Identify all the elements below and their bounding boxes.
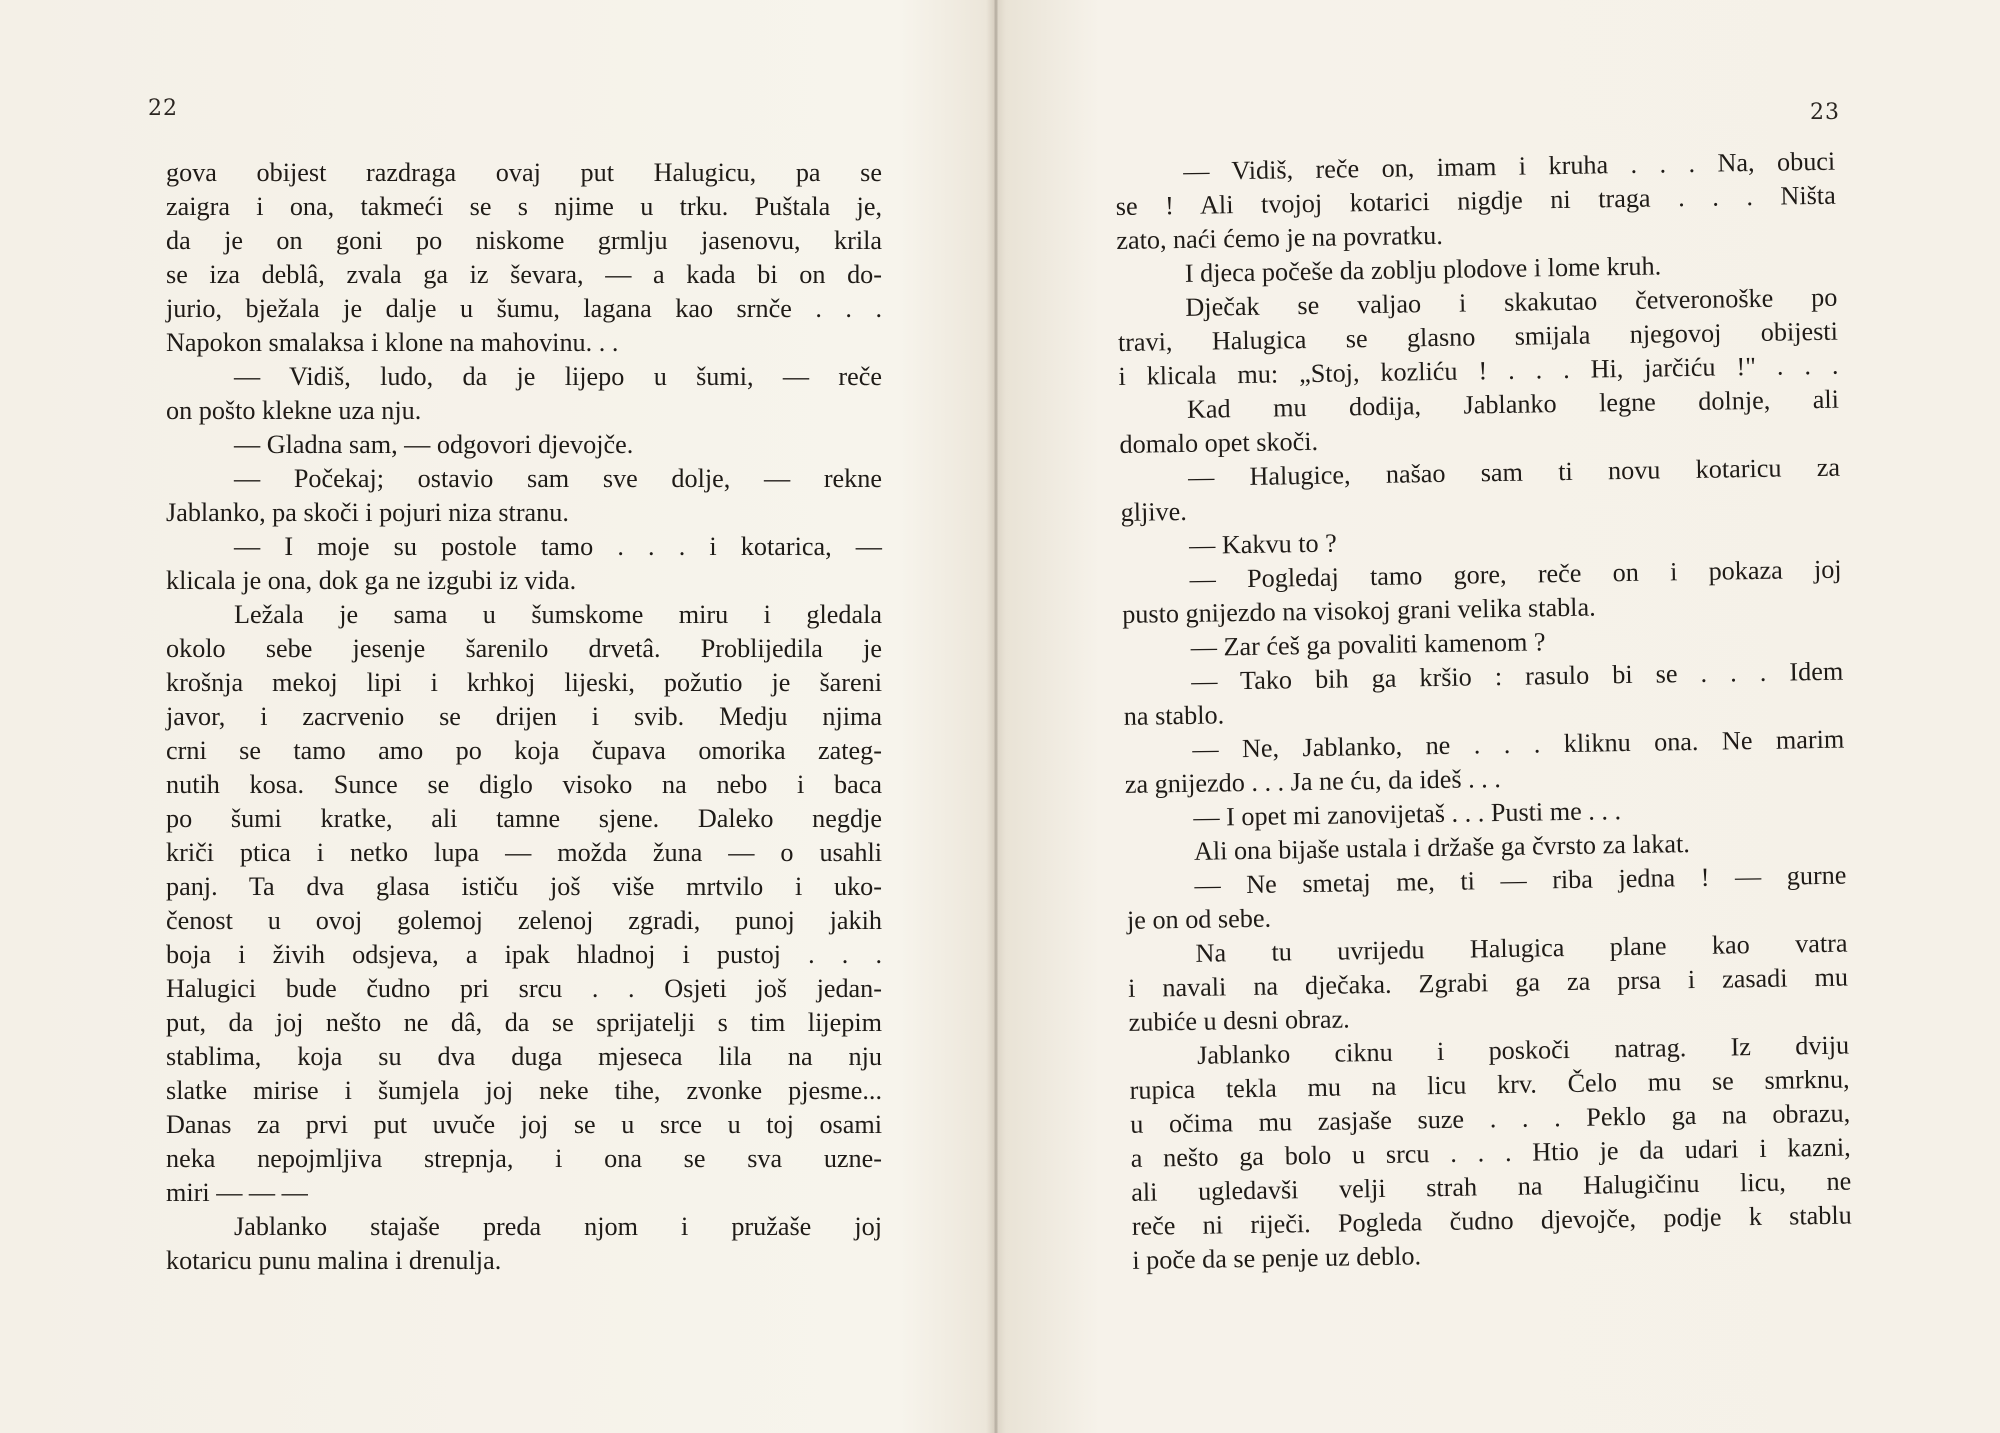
text-line: Napokon smalaksa i klone na mahovinu. . . <box>166 328 619 357</box>
left-page-text <box>166 156 882 1278</box>
text-line: — Vidiš, reče on, imam i kruha . . . Na, obuci <box>1183 146 1836 186</box>
text-line: crni se tamo amo po koja čupava omorika zateg- <box>166 736 882 765</box>
text-line: i navali na dječaka. Zgrabi ga za prsa i zasadi mu <box>1127 962 1849 1003</box>
text-line: — Počekaj; ostavio sam sve dolje, — rekne <box>234 464 882 493</box>
text-line: put, da joj nešto ne dâ, da se sprijatelji s tim lijepim <box>166 1008 882 1037</box>
text-line: travi, Halugica se glasno smijala njegovoj obijesti <box>1117 316 1839 357</box>
text-line: zaigra i ona, takmeći se s njime u trku. Puštala je, <box>166 192 882 221</box>
text-line: Jablanko ciknu i poskoči natrag. Iz dviju <box>1196 1030 1850 1070</box>
text-line: krošnja mekoj lipi i krhkoj lijeski, požutio je šareni <box>166 668 882 697</box>
text-line: klicala je ona, dok ga ne izgubi iz vida. <box>166 566 577 595</box>
text-line: ali ugledavši velji strah na Halugičinu licu, ne <box>1131 1166 1852 1207</box>
text-line: na stablo. <box>1123 700 1225 731</box>
text-line: Kad mu dodija, Jablanko legne dolnje, ali <box>1186 384 1840 424</box>
text-line: — Tako bih ga kršio : rasulo bi se . . . Idem <box>1191 656 1844 696</box>
text-line: Ali ona bijaše ustala i držaše ga čvrsto za lakat. <box>1193 829 1691 866</box>
text-line: Na tu uvrijedu Halugica plane kao vatra <box>1195 928 1848 968</box>
text-line: pusto gnijezdo na visokoj grani velika stabla. <box>1121 592 1596 629</box>
text-line: — Vidiš, ludo, da je lijepo u šumi, — reče <box>234 362 882 391</box>
text-line: Jablanko stajaše preda njom i pružaše joj <box>234 1212 882 1241</box>
text-line: kotaricu punu malina i drenulja. <box>166 1246 502 1275</box>
right-page <box>998 0 2000 1433</box>
text-line: i klicala mu: „Stoj, kozliću ! . . . Hi, jarčiću !" . . . <box>1118 350 1839 391</box>
text-line: rupica tekla mu na licu krv. Čelo mu se smrknu, <box>1129 1064 1850 1105</box>
text-line: — Gladna sam, — odgovori djevojče. <box>234 430 634 459</box>
text-line: — Zar ćeš ga povaliti kamenom ? <box>1190 627 1546 662</box>
text-line: čenost u ovoj golemoj zelenoj zgradi, punoj jakih <box>166 906 882 935</box>
text-line: nutih kosa. Sunce se diglo visoko na nebo i baca <box>166 770 882 799</box>
text-line: stablima, koja su dva duga mjeseca lila na nju <box>166 1042 882 1071</box>
right-page-text <box>1115 145 1853 1278</box>
left-page <box>0 0 994 1433</box>
text-line: okolo sebe jesenje šarenilo drvetâ. Problijedila je <box>166 634 882 663</box>
text-line: — Pogledaj tamo gore, reče on i pokaza joj <box>1189 554 1842 594</box>
text-line: panj. Ta dva glasa ističu još više mrtvilo i uko- <box>166 872 882 901</box>
text-line: Ležala je sama u šumskome miru i gledala <box>234 600 882 629</box>
text-line: se iza deblâ, zvala ga iz ševara, — a kada bi on do- <box>166 260 882 289</box>
text-line: — Ne smetaj me, ti — riba jedna ! — gurne <box>1194 860 1847 900</box>
text-line: za gnijezdo . . . Ja ne ću, da ideš . . . <box>1124 764 1502 799</box>
text-line: — I moje su postole tamo . . . i kotarica, — <box>234 532 882 561</box>
text-line: miri — — — <box>166 1178 308 1207</box>
text-line: da je on goni po niskome grmlju jasenovu, krila <box>166 226 882 255</box>
text-line: slatke mirise i šumjela joj neke tihe, zvonke pjesme... <box>166 1076 882 1105</box>
text-line: gova obijest razdraga ovaj put Halugicu, pa se <box>166 158 882 187</box>
text-line: Dječak se valjao i skakutao četveronoške po <box>1185 282 1838 322</box>
text-line: zato, naći ćemo je na povratku. <box>1116 220 1443 255</box>
text-line: neka nepojmljiva strepnja, i ona se sva uzne- <box>166 1144 882 1173</box>
text-line: — I opet mi zanovijetaš . . . Pusti me . . . <box>1193 796 1622 832</box>
page-number-right: 23 <box>1810 100 1840 125</box>
text-line: Danas za prvi put uvuče joj se u srce u toj osami <box>166 1110 882 1139</box>
text-line: domalo opet skoči. <box>1119 426 1319 459</box>
text-line: i poče da se penje uz deblo. <box>1132 1241 1422 1275</box>
text-line: jurio, bježala je dalje u šumu, lagana kao srnče . . . <box>166 294 882 323</box>
text-line: reče ni riječi. Pogleda čudno djevojče, podje k stablu <box>1131 1200 1852 1241</box>
text-line: javor, i zacrvenio se drijen i svib. Medju njima <box>166 702 882 731</box>
text-line: I djeca počeše da zoblju plodove i lome kruh. <box>1184 251 1662 288</box>
page-number-left: 22 <box>148 96 178 121</box>
text-line: Halugici bude čudno pri srcu . . Osjeti još jedan- <box>166 974 882 1003</box>
text-line: — Halugice, našao sam ti novu kotaricu za <box>1187 452 1841 492</box>
text-line: je on od sebe. <box>1126 903 1272 935</box>
text-line: u očima mu zasjaše suze . . . Peklo ga na obrazu, <box>1129 1098 1851 1139</box>
text-line: on pošto klekne uza nju. <box>166 396 422 425</box>
text-line: gljive. <box>1120 496 1188 527</box>
text-line: kriči ptica i netko lupa — možda žuna — o usahli <box>166 838 882 867</box>
text-line: — Kakvu to ? <box>1188 528 1337 560</box>
text-line: Jablanko, pa skoči i pojuri niza stranu. <box>166 498 569 527</box>
text-line: boja i živih odsjeva, a ipak hladnoj i pustoj . . . <box>166 940 882 969</box>
text-line: se ! Ali tvojoj kotarici nigdje ni traga . . . Ništa <box>1115 180 1836 221</box>
text-line: zubiće u desni obraz. <box>1128 1004 1350 1037</box>
text-line: — Ne, Jablanko, ne . . . kliknu ona. Ne marim <box>1192 724 1845 764</box>
text-line: a nešto ga bolo u srcu . . . Htio je da udari i kazni, <box>1130 1132 1851 1173</box>
text-line: po šumi kratke, ali tamne sjene. Daleko negdje <box>166 804 882 833</box>
